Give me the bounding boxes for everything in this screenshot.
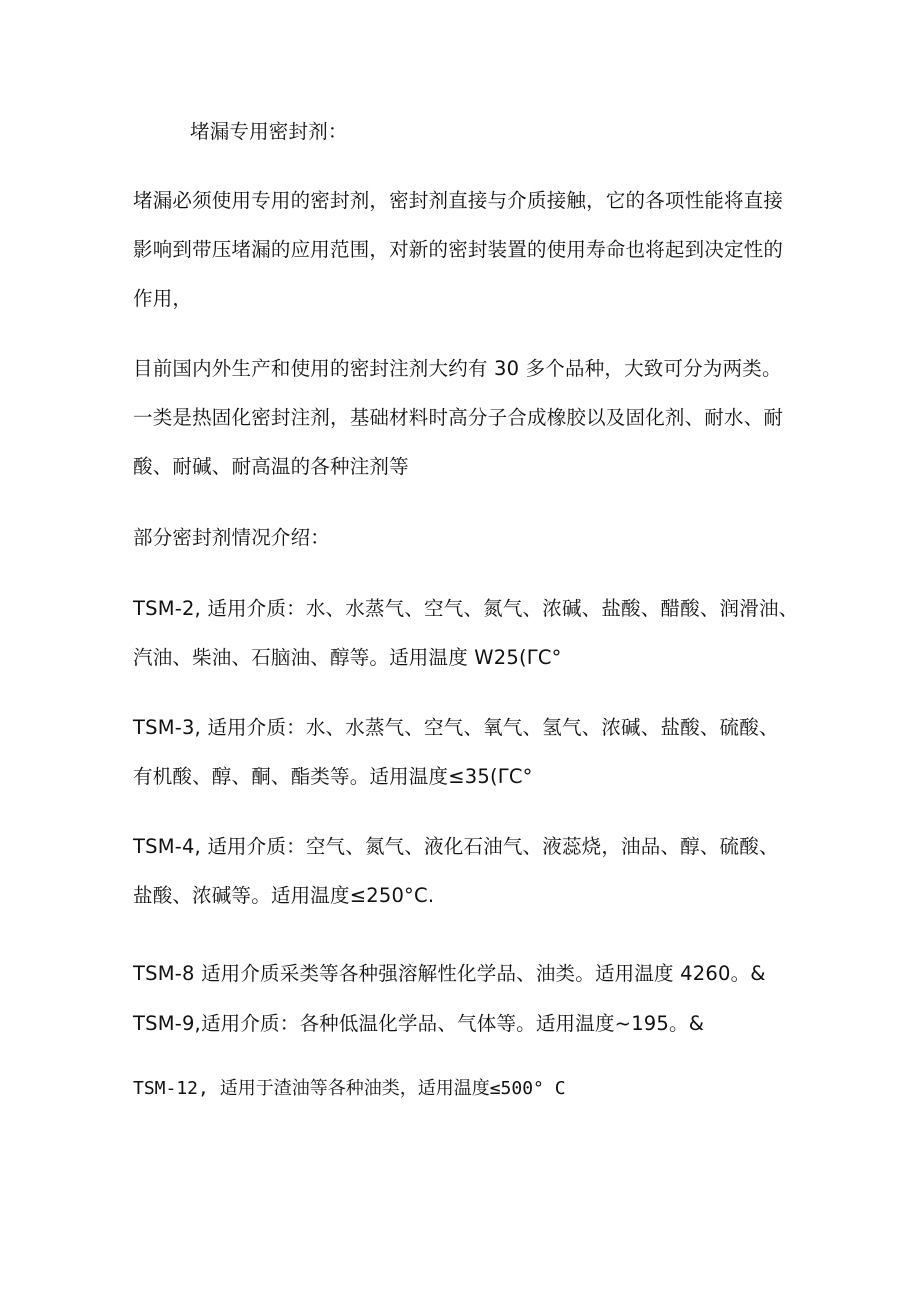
para2-line-1: 目前国内外生产和使用的密封注剂大约有 30 多个品种，大致可分为两类。	[133, 357, 782, 380]
item-tsm9-line-1: TSM-9,适用介质：各种低温化学品、气体等。适用温度~195。&	[133, 1012, 705, 1035]
item-tsm12-line-1: TSM-12, 适用于渣油等各种油类，适用温度≤500° C	[133, 1078, 566, 1099]
item-tsm2-line-2: 汽油、柴油、石脑油、醇等。适用温度 W25(ΓC°	[133, 646, 562, 669]
para1-line-2: 影响到带压堵漏的应用范围，对新的密封装置的使用寿命也将起到决定性的	[133, 238, 784, 261]
item-tsm8-line-1: TSM-8 适用介质采类等各种强溶解性化学品、油类。适用温度 4260。&	[133, 962, 766, 985]
para1-line-3: 作用，	[133, 287, 193, 310]
item-tsm3-line-1: TSM-3, 适用介质：水、水蒸气、空气、氧气、氢气、浓碱、盐酸、硫酸、	[133, 716, 779, 739]
para1-line-1: 堵漏必须使用专用的密封剂，密封剂直接与介质接触，它的各项性能将直接	[133, 189, 784, 212]
item-tsm3-line-2: 有机酸、醇、酮、酯类等。适用温度≤35(ΓC°	[133, 765, 533, 788]
para2-line-3: 酸、耐碱、耐高温的各种注剂等	[133, 455, 409, 478]
item-tsm4-line-1: TSM-4, 适用介质：空气、氮气、液化石油气、液蕊烧，油品、醇、硫酸、	[133, 835, 779, 858]
para2-line-2: 一类是热固化密封注剂，基础材料时高分子合成橡胶以及固化剂、耐水、耐	[133, 406, 784, 429]
section-heading: 部分密封剂情况介绍：	[133, 526, 331, 549]
item-tsm4-line-2: 盐酸、浓碱等。适用温度≤250°C.	[133, 884, 435, 907]
item-tsm2-line-1: TSM-2, 适用介质：水、水蒸气、空气、氮气、浓碱、盐酸、醋酸、润滑油、	[133, 597, 799, 620]
document-title: 堵漏专用密封剂：	[190, 120, 348, 143]
